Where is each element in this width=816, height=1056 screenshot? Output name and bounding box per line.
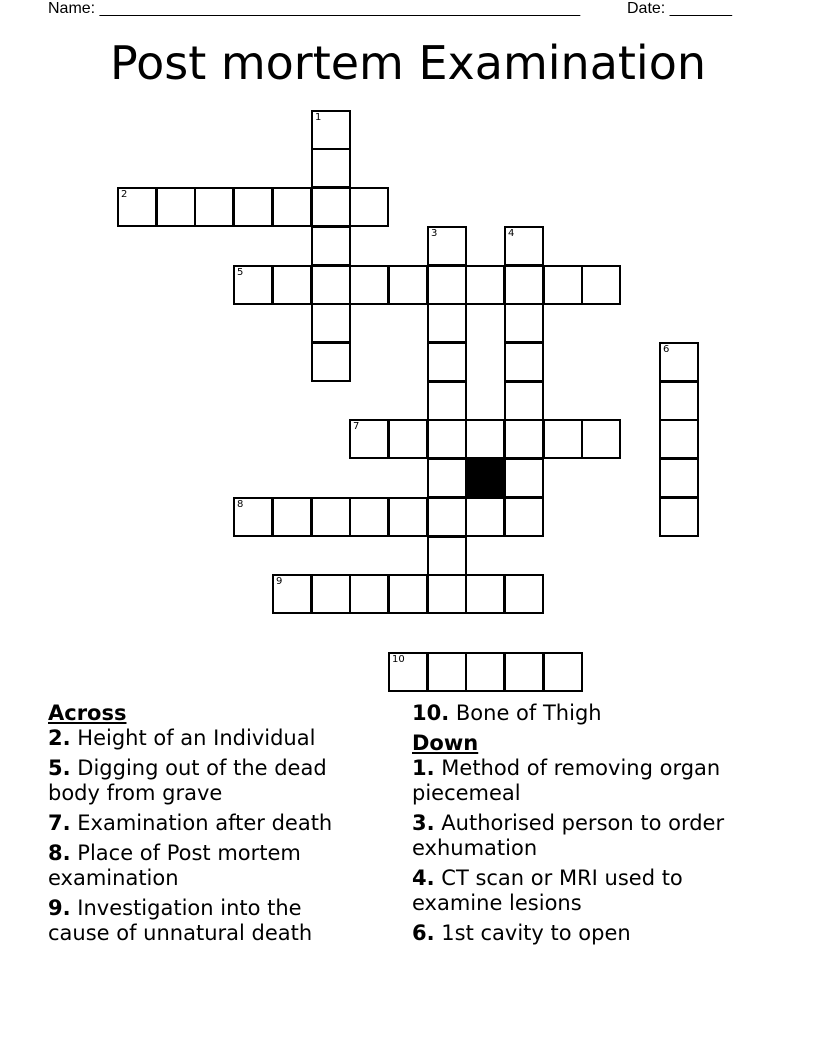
grid-cell[interactable] — [581, 265, 621, 305]
grid-cell[interactable] — [272, 574, 312, 614]
grid-cell[interactable] — [504, 458, 544, 498]
grid-cell[interactable] — [311, 110, 351, 150]
black-square — [465, 458, 505, 498]
clue-number-1: 1 — [315, 112, 322, 123]
grid-cell[interactable] — [349, 265, 389, 305]
across-clue — [48, 811, 368, 836]
grid-cell[interactable] — [465, 265, 505, 305]
grid-cell[interactable] — [427, 652, 467, 692]
grid-cell[interactable] — [388, 652, 428, 692]
down-clue — [412, 811, 772, 861]
grid-cell[interactable] — [272, 187, 312, 227]
clue-num: 2. — [48, 726, 71, 750]
grid-cell[interactable] — [388, 265, 428, 305]
grid-cell[interactable] — [427, 226, 467, 266]
clue-num: 8. — [48, 841, 71, 865]
grid-cell[interactable] — [349, 497, 389, 537]
across-heading: Across — [48, 701, 127, 725]
clue-num: 1. — [412, 756, 435, 780]
clue-number-8: 8 — [237, 499, 244, 510]
clues-right-column — [412, 701, 772, 951]
grid-cell[interactable] — [311, 574, 351, 614]
grid-cell[interactable] — [504, 574, 544, 614]
grid-cell[interactable] — [272, 497, 312, 537]
grid-cell[interactable] — [427, 342, 467, 382]
clue-num: 3. — [412, 811, 435, 835]
grid-cell[interactable] — [427, 458, 467, 498]
grid-cell[interactable] — [311, 342, 351, 382]
clue-text: Bone of Thigh — [455, 701, 602, 725]
clue-num: 4. — [412, 866, 435, 890]
down-heading: Down — [412, 731, 479, 755]
grid-cell[interactable] — [194, 187, 234, 227]
grid-cell[interactable] — [543, 419, 583, 459]
grid-cell[interactable] — [311, 497, 351, 537]
grid-cell[interactable] — [659, 497, 699, 537]
clue-num: 7. — [48, 811, 71, 835]
grid-cell[interactable] — [349, 419, 389, 459]
clue-num: 10. — [412, 701, 450, 725]
name-label: Name: — [48, 0, 96, 17]
down-clue — [412, 756, 772, 806]
clue-text: Authorised person to order exhumation — [412, 811, 725, 860]
clue-text: Place of Post mortem examination — [48, 841, 301, 890]
grid-cell[interactable] — [659, 342, 699, 382]
clue-text: Digging out of the dead body from grave — [48, 756, 327, 805]
grid-cell[interactable] — [659, 458, 699, 498]
grid-cell[interactable] — [233, 497, 273, 537]
grid-cell[interactable] — [465, 419, 505, 459]
grid-cell[interactable] — [465, 497, 505, 537]
grid-cell[interactable] — [504, 342, 544, 382]
page-title: Post mortem Examination — [109, 36, 707, 90]
grid-cell[interactable] — [465, 652, 505, 692]
clue-number-2: 2 — [121, 189, 128, 200]
clues-left-column — [48, 701, 368, 951]
clue-text: Method of removing organ piecemeal — [412, 756, 721, 805]
across-clue — [48, 756, 368, 806]
clue-text: CT scan or MRI used to examine lesions — [412, 866, 683, 915]
across-clue — [412, 701, 772, 726]
grid-cell[interactable] — [427, 419, 467, 459]
date-label: Date: — [627, 0, 666, 17]
grid-cell[interactable] — [388, 574, 428, 614]
grid-cell[interactable] — [427, 303, 467, 343]
grid-cell[interactable] — [581, 419, 621, 459]
across-clue — [48, 726, 368, 751]
grid-cell[interactable] — [388, 419, 428, 459]
clue-num: 5. — [48, 756, 71, 780]
across-clue — [48, 841, 368, 891]
clue-number-3: 3 — [431, 228, 438, 239]
grid-cell[interactable] — [659, 419, 699, 459]
grid-cell[interactable] — [388, 497, 428, 537]
clue-number-10: 10 — [392, 654, 405, 665]
clue-text: Examination after death — [77, 811, 333, 835]
grid-cell[interactable] — [233, 187, 273, 227]
clue-num: 6. — [412, 921, 435, 945]
grid-cell[interactable] — [543, 265, 583, 305]
grid-cell[interactable] — [117, 187, 157, 227]
down-clue — [412, 866, 772, 916]
grid-cell[interactable] — [504, 226, 544, 266]
clue-text: Investigation into the cause of unnatural death — [48, 896, 313, 945]
grid-cell[interactable] — [311, 148, 351, 188]
grid-cell[interactable] — [504, 419, 544, 459]
grid-cell[interactable] — [504, 652, 544, 692]
clue-number-4: 4 — [508, 228, 515, 239]
across-clue — [48, 896, 368, 946]
clue-num: 9. — [48, 896, 71, 920]
grid-cell[interactable] — [427, 497, 467, 537]
grid-cell[interactable] — [543, 652, 583, 692]
grid-cell[interactable] — [311, 265, 351, 305]
grid-cell[interactable] — [504, 381, 544, 421]
clue-text: Height of an Individual — [77, 726, 316, 750]
grid-cell[interactable] — [272, 265, 312, 305]
grid-cell[interactable] — [427, 265, 467, 305]
clue-number-9: 9 — [276, 576, 283, 587]
grid-cell[interactable] — [427, 574, 467, 614]
grid-cell[interactable] — [349, 574, 389, 614]
clue-number-6: 6 — [663, 344, 670, 355]
date-blank: _______ — [669, 0, 732, 17]
clue-number-7: 7 — [353, 421, 360, 432]
grid-cell[interactable] — [659, 381, 699, 421]
clue-text: 1st cavity to open — [441, 921, 631, 945]
grid-cell[interactable] — [311, 187, 351, 227]
grid-cell[interactable] — [465, 574, 505, 614]
grid-cell[interactable] — [504, 497, 544, 537]
grid-cell[interactable] — [311, 303, 351, 343]
name-blank: ______________________________________________________ — [99, 0, 581, 17]
grid-cell[interactable] — [349, 187, 389, 227]
grid-cell[interactable] — [427, 536, 467, 576]
grid-cell[interactable] — [233, 265, 273, 305]
down-clue — [412, 921, 772, 946]
grid-cell[interactable] — [504, 303, 544, 343]
grid-cell[interactable] — [311, 226, 351, 266]
grid-cell[interactable] — [156, 187, 196, 227]
grid-cell[interactable] — [504, 265, 544, 305]
clue-number-5: 5 — [237, 267, 244, 278]
grid-cell[interactable] — [427, 381, 467, 421]
